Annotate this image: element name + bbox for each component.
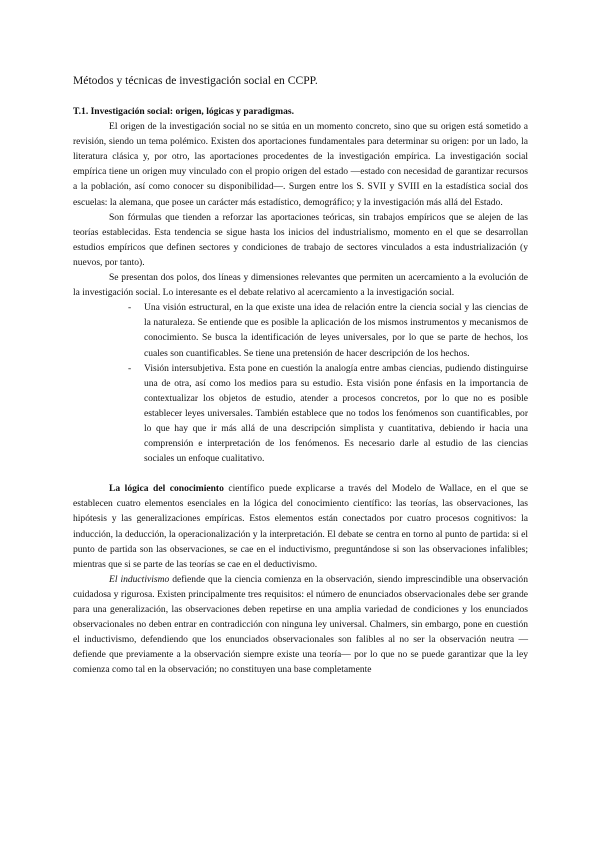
paragraph-formulas: Son fórmulas que tienden a reforzar las aportaciones teóricas, sin trabajos empíricos que se alejen de las teorías establecidas. Esta tendencia se sigue hasta los inicios del industrialismo, momento en el que se desarrollan estudios empíricos que definen sectores y condiciones de trabajo de sectores vinculados a esta industrialización (y nuevos, por tanto). xyxy=(73,211,528,268)
knowledge-logic-text: científico puede explicarse a través del Modelo de Wallace, en el que se establecen cuatro elementos esenciales en la lógica del conocimiento científico: las teorías, las observaciones, las hipótesis y las generalizaciones empíricas. Estos elementos están conectados por cuatro procesos cognitivos: la inducción, la deducción, la operacionalización y la interpretación. El debate se centra en torno al punto de partida: si el punto de partida son las observaciones, se cae en el inductivismo, preguntándose si son las observaciones infalibles; mientras que si se parte de las teorías se cae en el deductivismo. xyxy=(73,483,529,570)
paragraph-origin: El origen de la investigación social no se sitúa en un momento concreto, sino que su origen está sometido a revisión, siendo un tema polémico. Existen dos aportaciones fundamentales para determinar su origen: por un lado, la literatura clásica y, por otro, las aportaciones procedentes de la investigación empírica. La investigación social empírica tiene un origen muy vinculado con el propio origen del estado —estado con necesidad de garantizar recursos a la población, así como conocer su disponibilidad—. Surgen entre los S. SVII y SVIII en la estadística social dos escuelas: la alemana, que posee un carácter más estadístico, demográfico; y la investigación más allá del Estado. xyxy=(73,121,528,208)
list-item-text: Una visión estructural, en la que existe una idea de relación entre la ciencia social y las ciencias de la naturaleza. Se entiende que es posible la aplicación de los mismos instrumentos y mecanismos de conocimiento. Se busca la identificación de leyes universales, por lo que se parte de hechos, los cuales son cuantificables. Se tiene una pretensión de hacer descripción de los hechos. xyxy=(144,302,528,359)
bullet-dash: - xyxy=(128,302,132,314)
document-body xyxy=(73,104,528,677)
bullet-dash: - xyxy=(128,362,132,374)
list-item-text: Visión intersubjetiva. Esta pone en cuestión la analogía entre ambas ciencias, pudiendo distinguirse una de otra, así como los medios para su estudio. Esta visión pone énfasis en la importancia de contextualizar los objetos de estudio, atender a procesos concretos, por lo que no es posible establecer leyes universales. También establece que no todos los fenómenos son cuantificables, por lo que hay que ir más allá de una descripción simplista y cuantitativa, debiendo ir hacia una comprensión e interpretación de los fenómenos. Es necesario darle al estudio de las ciencias sociales un enfoque cualitativo. xyxy=(144,362,528,465)
document-title: Métodos y técnicas de investigación social en CCPP. xyxy=(73,74,318,87)
vision-list xyxy=(73,300,528,466)
section-heading: T.1. Investigación social: origen, lógicas y paradigmas. xyxy=(73,106,294,117)
paragraph-poles: Se presentan dos polos, dos líneas y dimensiones relevantes que permiten un acercamiento a la evolución de la investigación social. Lo interesante es el debate relativo al acercamiento a la investigación social. xyxy=(73,272,528,299)
list-item xyxy=(73,361,528,467)
inductivism-text: defiende que la ciencia comienza en la observación, siendo imprescindible una observación cuidadosa y rigurosa. Existen principalmente tres requisitos: el número de enunciados observacionales debe ser grande para una generalización, las observaciones deben repetirse en una amplia variedad de condiciones y los enunciados observacionales no deben entrar en contradicción con ninguna ley universal. Chalmers, sin embargo, pone en cuestión el inductivismo, defendiendo que los enunciados observacionales son falibles al no ser la observación neutra —defiende que previamente a la observación siempre existe una teoría— por lo que no se puede garantizar que la ley comienza como tal en la observación; no constituyen una base completamente xyxy=(73,573,528,676)
paragraph-inductivism xyxy=(73,572,528,678)
paragraph-spacer xyxy=(73,466,528,481)
inductivism-term: El inductivismo xyxy=(109,573,170,585)
list-item xyxy=(73,300,528,360)
knowledge-logic-term: La lógica del conocimiento xyxy=(109,483,224,495)
paragraph-knowledge-logic xyxy=(73,481,528,572)
